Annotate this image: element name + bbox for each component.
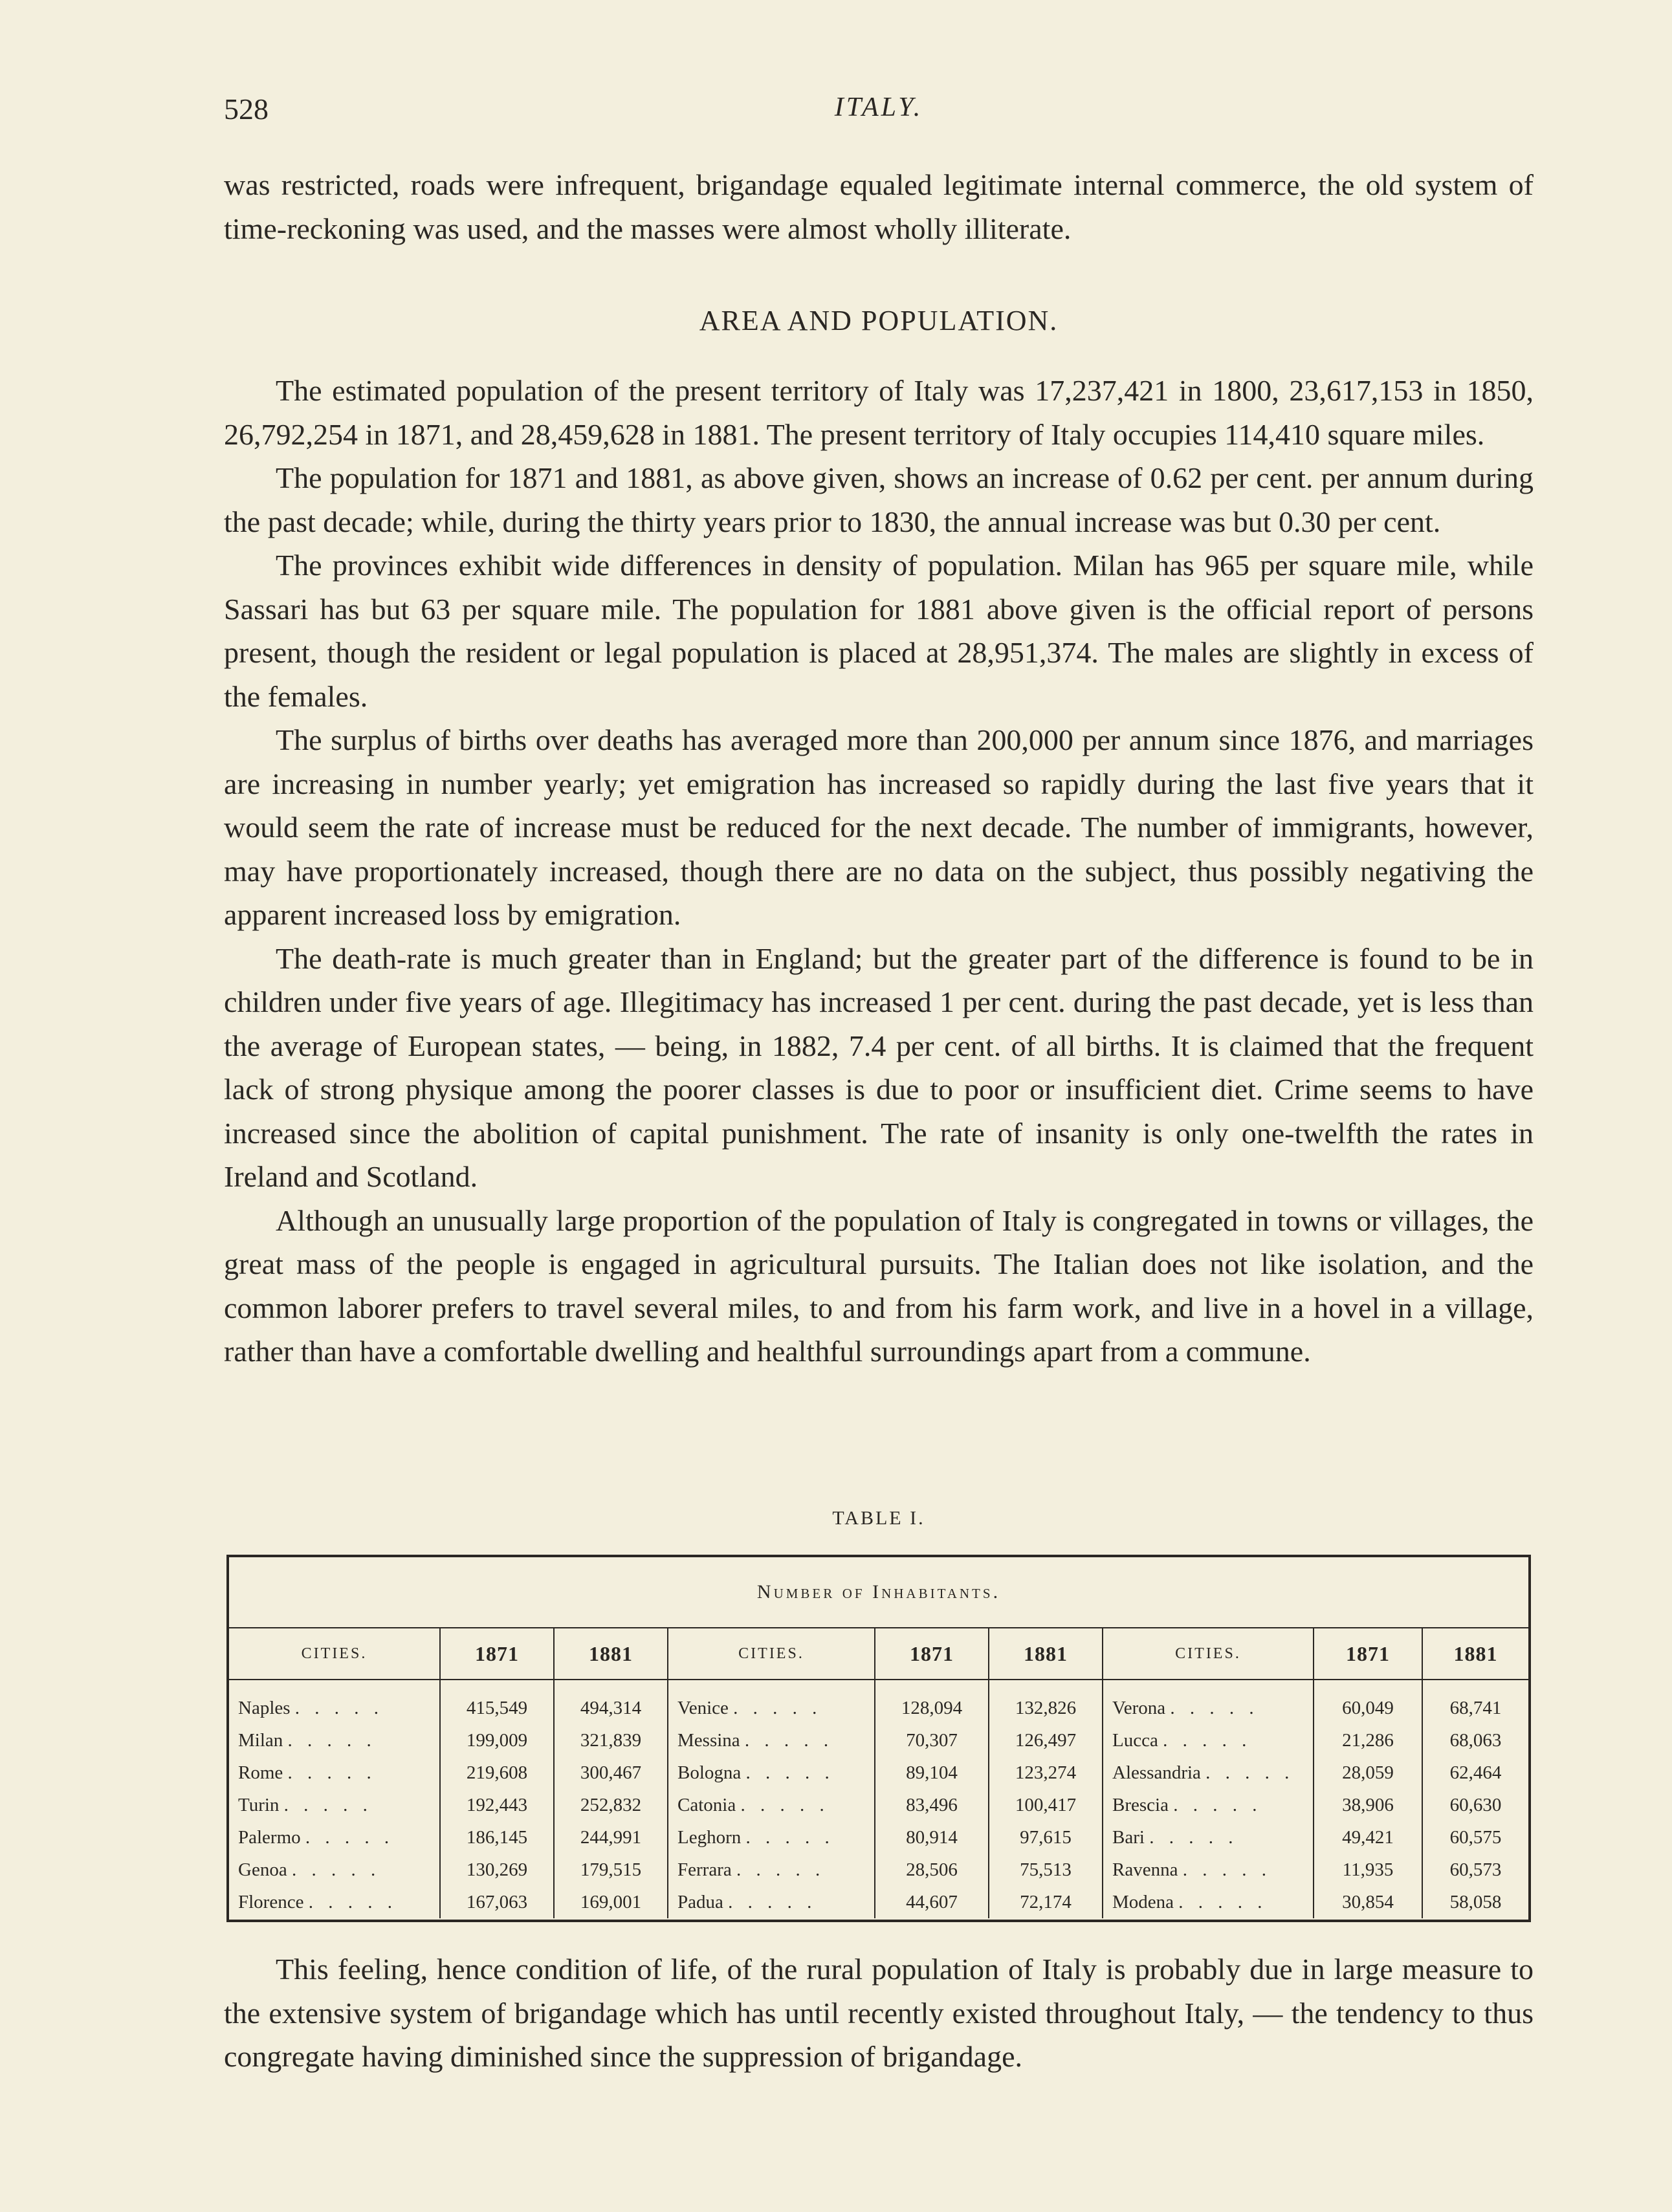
dot-leader: . . . . . bbox=[1178, 1891, 1268, 1912]
table-row bbox=[229, 1886, 1528, 1918]
population-table bbox=[226, 1555, 1531, 1922]
table-row bbox=[229, 1789, 1528, 1821]
population-cell: 60,575 bbox=[1422, 1821, 1528, 1854]
city-name: Brescia bbox=[1112, 1794, 1169, 1815]
intro-paragraph: was restricted, roads were infrequent, brigandage equaled legitimate internal commerce, the old system of time-reckoning was used, and the masses were almost wholly illiterate. bbox=[224, 168, 1534, 245]
population-cell: 128,094 bbox=[875, 1680, 989, 1724]
city-cell bbox=[1103, 1724, 1314, 1757]
city-name: Naples bbox=[238, 1697, 291, 1718]
city-name: Venice bbox=[677, 1697, 729, 1718]
population-cell: 30,854 bbox=[1314, 1886, 1422, 1918]
population-cell: 60,573 bbox=[1422, 1854, 1528, 1886]
population-cell: 89,104 bbox=[875, 1757, 989, 1789]
page-header bbox=[224, 92, 1534, 137]
dot-leader: . . . . . bbox=[283, 1794, 373, 1815]
paragraph: The death-rate is much greater than in England; but the greater part of the difference is found to be in children under five years of age. Illegitimacy has increased 1 per cent. during the past decade, yet is less than the average of European states, — being, in 1882, 7.4 per cent. of all births. It is claimed that the frequent lack of strong physique among the poorer classes is due to poor or insufficient diet. Crime seems to have increased since the abolition of capital punishment. The rate of insanity is only one-twelfth the rates in Ireland and Scotland. bbox=[224, 941, 1534, 1193]
city-cell bbox=[668, 1821, 875, 1854]
city-name: Modena bbox=[1112, 1891, 1174, 1912]
population-cell: 219,608 bbox=[440, 1757, 554, 1789]
city-name: Messina bbox=[677, 1729, 740, 1751]
population-cell: 199,009 bbox=[440, 1724, 554, 1757]
running-head: ITALY. bbox=[834, 93, 923, 122]
city-name: Bari bbox=[1112, 1826, 1145, 1848]
table-header-row bbox=[229, 1628, 1528, 1680]
population-cell: 21,286 bbox=[1314, 1724, 1422, 1757]
city-cell bbox=[668, 1757, 875, 1789]
table-body bbox=[229, 1680, 1528, 1918]
population-cell: 167,063 bbox=[440, 1886, 554, 1918]
population-cell: 126,497 bbox=[989, 1724, 1103, 1757]
population-cell: 62,464 bbox=[1422, 1757, 1528, 1789]
population-cell: 130,269 bbox=[440, 1854, 554, 1886]
population-cell: 186,145 bbox=[440, 1821, 554, 1854]
dot-leader: . . . . . bbox=[1170, 1697, 1259, 1718]
closing-paragraph: This feeling, hence condition of life, of the rural population of Italy is probably due in large measure to the extensive system of brigandage which has until recently existed throughout Italy, — the tendency to thus congregate having diminished since the suppression of brigandage. bbox=[224, 1953, 1534, 2073]
city-name: Verona bbox=[1112, 1697, 1166, 1718]
dot-leader: . . . . . bbox=[294, 1697, 384, 1718]
dot-leader: . . . . . bbox=[736, 1859, 826, 1880]
population-cell: 28,059 bbox=[1314, 1757, 1422, 1789]
population-cell: 72,174 bbox=[989, 1886, 1103, 1918]
column-header: 1871 bbox=[1314, 1628, 1422, 1680]
body-paragraphs bbox=[224, 369, 1534, 1374]
population-cell: 11,935 bbox=[1314, 1854, 1422, 1886]
population-cell: 252,832 bbox=[554, 1789, 668, 1821]
column-header: CITIES. bbox=[1103, 1628, 1314, 1680]
population-cell: 49,421 bbox=[1314, 1821, 1422, 1854]
population-cell: 75,513 bbox=[989, 1854, 1103, 1886]
population-cell: 123,274 bbox=[989, 1757, 1103, 1789]
column-header: 1881 bbox=[554, 1628, 668, 1680]
population-cell: 494,314 bbox=[554, 1680, 668, 1724]
city-name: Milan bbox=[238, 1729, 283, 1751]
paragraph: The population for 1871 and 1881, as above given, shows an increase of 0.62 per cent. per annum during the past decade; while, during the thirty years prior to 1830, the annual increase was but 0.30 per cent. bbox=[224, 461, 1534, 538]
table-row bbox=[229, 1757, 1528, 1789]
column-header: CITIES. bbox=[668, 1628, 875, 1680]
closing-paragraph-block bbox=[224, 1947, 1534, 2079]
population-cell: 169,001 bbox=[554, 1886, 668, 1918]
population-cell: 28,506 bbox=[875, 1854, 989, 1886]
population-cell: 38,906 bbox=[1314, 1789, 1422, 1821]
paragraph: The provinces exhibit wide differences in density of population. Milan has 965 per square mile, while Sassari has but 63 per square mile. The population for 1881 above given is the official report of persons present, though the resident or legal population is placed at 28,951,374. The males are slightly in excess of the females. bbox=[224, 549, 1534, 713]
population-cell: 80,914 bbox=[875, 1821, 989, 1854]
city-name: Florence bbox=[238, 1891, 304, 1912]
dot-leader: . . . . . bbox=[740, 1794, 830, 1815]
city-cell bbox=[1103, 1854, 1314, 1886]
city-cell bbox=[229, 1757, 440, 1789]
page-number: 528 bbox=[224, 93, 269, 126]
city-cell bbox=[229, 1789, 440, 1821]
table-title: Number of Inhabitants. bbox=[229, 1557, 1528, 1628]
column-header: 1871 bbox=[440, 1628, 554, 1680]
population-cell: 321,839 bbox=[554, 1724, 668, 1757]
city-cell bbox=[229, 1821, 440, 1854]
city-name: Lucca bbox=[1112, 1729, 1158, 1751]
dot-leader: . . . . . bbox=[287, 1729, 377, 1751]
dot-leader: . . . . . bbox=[291, 1859, 381, 1880]
dot-leader: . . . . . bbox=[745, 1826, 835, 1848]
section-title: AREA AND POPULATION. bbox=[699, 305, 1059, 336]
city-name: Leghorn bbox=[677, 1826, 742, 1848]
table-row bbox=[229, 1724, 1528, 1757]
city-name: Rome bbox=[238, 1762, 283, 1783]
dot-leader: . . . . . bbox=[1163, 1729, 1252, 1751]
city-cell bbox=[229, 1886, 440, 1918]
paragraph: The estimated population of the present territory of Italy was 17,237,421 in 1800, 23,617,153 in 1850, 26,792,254 in 1871, and 28,459,628 in 1881. The present territory of Italy occupies 114,410 square miles. bbox=[224, 374, 1534, 451]
city-cell bbox=[668, 1789, 875, 1821]
population-cell: 97,615 bbox=[989, 1821, 1103, 1854]
column-header: 1881 bbox=[1422, 1628, 1528, 1680]
population-cell: 192,443 bbox=[440, 1789, 554, 1821]
dot-leader: . . . . . bbox=[305, 1826, 395, 1848]
population-cell: 179,515 bbox=[554, 1854, 668, 1886]
city-name: Genoa bbox=[238, 1859, 287, 1880]
city-name: Ferrara bbox=[677, 1859, 732, 1880]
paragraph: Although an unusually large proportion of the population of Italy is congregated in towns or villages, the great mass of the people is engaged in agricultural pursuits. The Italian does not like isolation, and the common laborer prefers to travel several miles, to and from his farm work, and live in a hovel in a village, rather than have a comfortable dwelling and healthful surroundings apart from a commune. bbox=[224, 1203, 1534, 1368]
city-name: Turin bbox=[238, 1794, 280, 1815]
population-cell: 68,063 bbox=[1422, 1724, 1528, 1757]
dot-leader: . . . . . bbox=[1205, 1762, 1295, 1783]
city-cell bbox=[668, 1680, 875, 1724]
city-cell bbox=[668, 1724, 875, 1757]
population-cell: 60,049 bbox=[1314, 1680, 1422, 1724]
city-name: Palermo bbox=[238, 1826, 301, 1848]
city-cell bbox=[668, 1854, 875, 1886]
dot-leader: . . . . . bbox=[287, 1762, 377, 1783]
population-cell: 60,630 bbox=[1422, 1789, 1528, 1821]
column-header: CITIES. bbox=[229, 1628, 440, 1680]
city-cell bbox=[668, 1886, 875, 1918]
table-row bbox=[229, 1680, 1528, 1724]
city-name: Ravenna bbox=[1112, 1859, 1178, 1880]
table-row bbox=[229, 1821, 1528, 1854]
population-cell: 300,467 bbox=[554, 1757, 668, 1789]
population-cell: 83,496 bbox=[875, 1789, 989, 1821]
city-cell bbox=[1103, 1680, 1314, 1724]
city-cell bbox=[1103, 1757, 1314, 1789]
city-cell bbox=[1103, 1789, 1314, 1821]
population-cell: 100,417 bbox=[989, 1789, 1103, 1821]
table-row bbox=[229, 1854, 1528, 1886]
population-cell: 415,549 bbox=[440, 1680, 554, 1724]
city-cell bbox=[229, 1724, 440, 1757]
dot-leader: . . . . . bbox=[1173, 1794, 1262, 1815]
population-cell: 44,607 bbox=[875, 1886, 989, 1918]
city-cell bbox=[229, 1854, 440, 1886]
paragraph: The surplus of births over deaths has averaged more than 200,000 per annum since 1876, and marriages are increasing in number yearly; yet emigration has increased so rapidly during the last five years that it would seem the rate of increase must be reduced for the next decade. The number of immigrants, however, may have proportionately increased, though there are no data on the subject, thus possibly negativing the apparent increased loss by emigration. bbox=[224, 723, 1534, 931]
intro-paragraph-block bbox=[224, 163, 1534, 250]
city-name: Catonia bbox=[677, 1794, 736, 1815]
city-cell bbox=[229, 1680, 440, 1724]
city-name: Padua bbox=[677, 1891, 723, 1912]
column-header: 1881 bbox=[989, 1628, 1103, 1680]
column-header: 1871 bbox=[875, 1628, 989, 1680]
city-name: Bologna bbox=[677, 1762, 742, 1783]
dot-leader: . . . . . bbox=[1182, 1859, 1271, 1880]
population-data-table bbox=[229, 1628, 1528, 1918]
city-cell bbox=[1103, 1821, 1314, 1854]
city-cell bbox=[1103, 1886, 1314, 1918]
table-caption: TABLE I. bbox=[832, 1507, 925, 1529]
population-cell: 244,991 bbox=[554, 1821, 668, 1854]
dot-leader: . . . . . bbox=[744, 1729, 834, 1751]
population-cell: 132,826 bbox=[989, 1680, 1103, 1724]
dot-leader: . . . . . bbox=[745, 1762, 835, 1783]
dot-leader: . . . . . bbox=[728, 1891, 817, 1912]
dot-leader: . . . . . bbox=[1149, 1826, 1238, 1848]
city-name: Alessandria bbox=[1112, 1762, 1201, 1783]
population-cell: 70,307 bbox=[875, 1724, 989, 1757]
population-cell: 58,058 bbox=[1422, 1886, 1528, 1918]
dot-leader: . . . . . bbox=[733, 1697, 822, 1718]
dot-leader: . . . . . bbox=[308, 1891, 397, 1912]
population-cell: 68,741 bbox=[1422, 1680, 1528, 1724]
